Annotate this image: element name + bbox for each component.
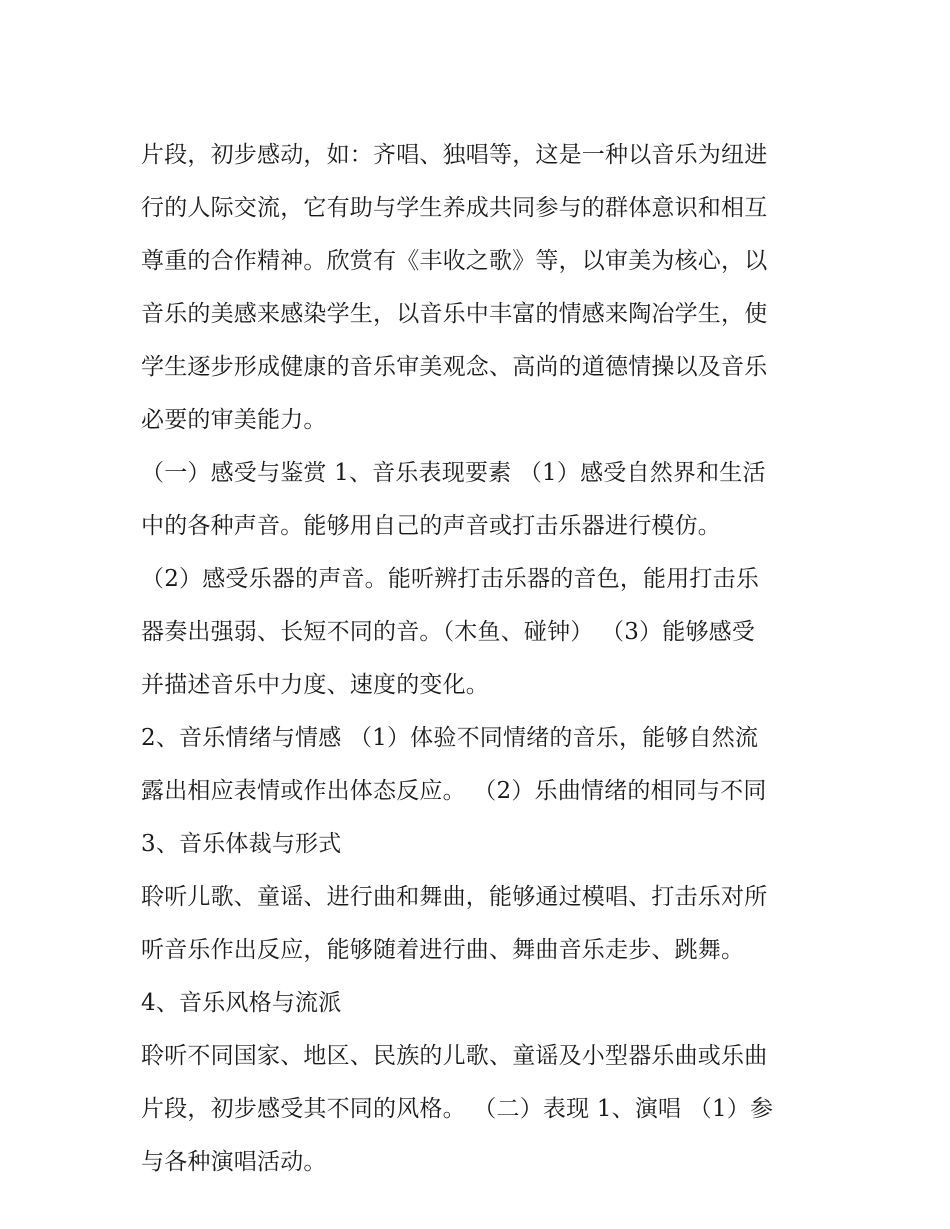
text-line: 听音乐作出反应，能够随着进行曲、舞曲音乐走步、跳舞。: [141, 937, 745, 963]
text-line: 尊重的合作精神。欣赏有《丰收之歌》等，以审美为核心，以: [141, 248, 768, 274]
text-line: 4、音乐风格与流派: [141, 990, 342, 1016]
text-line: 并描述音乐中力度、速度的变化。: [141, 672, 489, 698]
text-line: 必要的审美能力。: [141, 407, 327, 433]
text-line: （一）感受与鉴赏 1、音乐表现要素 （1）感受自然界和生活: [141, 460, 766, 486]
text-line: 3、音乐体裁与形式: [141, 831, 342, 857]
text-line: 聆听不同国家、地区、民族的儿歌、童谣及小型器乐曲或乐曲: [141, 1043, 768, 1069]
text-line: 聆听儿歌、童谣、进行曲和舞曲，能够通过模唱、打击乐对所: [141, 884, 768, 910]
text-line: 行的人际交流，它有助与学生养成共同参与的群体意识和相互: [141, 195, 768, 221]
text-line: 2、音乐情绪与情感 （1）体验不同情绪的音乐，能够自然流: [141, 725, 759, 751]
text-line: 片段，初步感动，如：齐唱、独唱等，这是一种以音乐为纽进: [141, 142, 768, 168]
text-line: 音乐的美感来感染学生，以音乐中丰富的情感来陶冶学生，使: [141, 301, 768, 327]
text-line: （2）感受乐器的声音。能听辨打击乐器的音色，能用打击乐: [141, 566, 760, 592]
text-line: 器奏出强弱、长短不同的音。（木鱼、碰钟） （3）能够感受: [141, 619, 756, 645]
text-line: 露出相应表情或作出体态反应。 （2）乐曲情绪的相同与不同: [141, 778, 767, 804]
text-line: 中的各种声音。能够用自己的声音或打击乐器进行模仿。: [141, 513, 721, 539]
text-line: 与各种演唱活动。: [141, 1149, 327, 1175]
text-line: 学生逐步形成健康的音乐审美观念、高尚的道德情操以及音乐: [141, 354, 768, 380]
text-line: 片段，初步感受其不同的风格。 （二）表现 1、演唱 （1）参: [141, 1096, 774, 1122]
